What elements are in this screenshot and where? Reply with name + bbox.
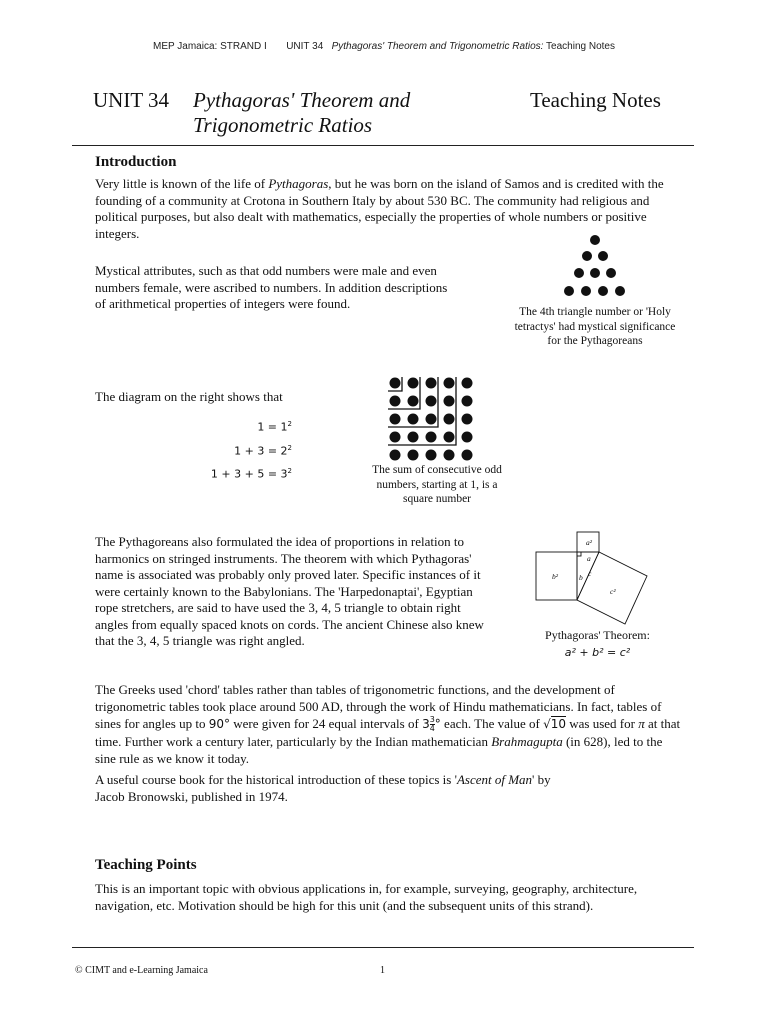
equation-2-exp: 2: [287, 444, 292, 452]
square-grid-dot: [462, 450, 473, 461]
square-grid-dot: [444, 432, 455, 443]
square-grid-dot: [426, 450, 437, 461]
tetractys-dot: [574, 268, 584, 278]
p6-text-b: ' by Jacob Bronowski, published in 1974.: [95, 772, 551, 804]
square-grid-dot: [408, 432, 419, 443]
square-grid-dot: [426, 396, 437, 407]
running-header-unit: UNIT 34: [286, 41, 324, 52]
pythagoras-formula: a² + b² = c²: [564, 646, 631, 659]
tetractys-dot: [590, 235, 600, 245]
square-grid-dot: [462, 396, 473, 407]
title-divider: [72, 145, 694, 146]
footer-divider: [72, 947, 694, 948]
tetractys-dot: [590, 268, 600, 278]
square-grid-dot: [444, 414, 455, 425]
tetractys-dot: [564, 286, 574, 296]
square-number-caption: The sum of consecutive odd numbers, starting at 1, is a square number: [372, 464, 502, 505]
p5-brahmagupta: Brahmagupta: [491, 734, 563, 749]
square-grid-dot: [462, 378, 473, 389]
p5-text-f: (in 628), led to the sine rule as we know it today.: [95, 734, 663, 766]
teaching-notes-label: Teaching Notes: [530, 88, 661, 112]
square-grid-dot: [462, 432, 473, 443]
label-b: b: [579, 573, 583, 582]
square-grid-dot: [390, 378, 401, 389]
tetractys-dot: [598, 286, 608, 296]
tetractys-dot: [582, 251, 592, 261]
p5-angle-90: 90°: [208, 717, 231, 731]
label-a: a: [587, 554, 591, 563]
square-grid-dot: [426, 432, 437, 443]
teaching-points-paragraph: This is an important topic with obvious applications in, for example, surveying, geography, architecture, navigation, etc. Motivation should be high for this unit (and the subsequent units of this strand).: [95, 881, 638, 913]
intro-p1-text-b: , but he was born on the island of Samos and is credited with the founding of a community at Crotona in Southern Italy by about 530 BC. The community had religious and political purposes, but also dealt with mathematics, especially the properties of whole numbers or positive integers.: [95, 176, 664, 241]
tetractys-caption: The 4th triangle number or 'Holy tetractys' had mystical significance for the Pythagoreans: [514, 306, 676, 347]
introduction-heading: Introduction: [95, 154, 177, 170]
pythagoras-diagram: [535, 530, 675, 630]
square-grid-dot: [408, 450, 419, 461]
p5-sqrt-value: 10: [550, 717, 567, 731]
square-grid-dot: [390, 396, 401, 407]
square-grid-dot: [444, 396, 455, 407]
page-title: [193, 88, 410, 138]
p5-sqrt: √10: [543, 717, 567, 731]
intro-p1-pythagoras: Pythagoras: [268, 176, 329, 191]
label-b-squared: b²: [552, 572, 558, 581]
intro-paragraph-6: [95, 772, 575, 805]
intro-paragraph-5: [95, 681, 685, 767]
square-grid-dot: [408, 378, 419, 389]
square-grid-dot: [444, 378, 455, 389]
equation-1-lhs: 1 = 1: [257, 420, 288, 434]
p5-text-e: at that time. Further work a century later, particularly by the Indian mathematician: [95, 716, 681, 749]
p6-ascent-of-man: Ascent of Man: [456, 772, 533, 787]
p5-frac-deg: °: [434, 717, 441, 731]
intro-paragraph-2: Mystical attributes, such as that odd numbers were male and even numbers female, were ascribed to numbers. In addition descriptions of arithmetical properties of integers were found.: [95, 263, 448, 311]
square-grid-dot: [462, 414, 473, 425]
tetractys-dot: [615, 286, 625, 296]
p6-text-a: A useful course book for the historical introduction of these topics is ': [95, 772, 457, 787]
square-grid-dot: [426, 414, 437, 425]
equation-3: [200, 467, 292, 481]
p5-frac-whole: 3: [422, 717, 430, 731]
unit-number: UNIT 34: [93, 88, 170, 112]
square-grid-dot: [390, 432, 401, 443]
p5-text-d: was used for: [566, 716, 639, 731]
footer-copyright: © CIMT and e-Learning Jamaica: [75, 965, 208, 976]
tetractys-dot: [598, 251, 608, 261]
tetractys-figure: [555, 232, 635, 300]
square-grid-dot: [408, 414, 419, 425]
equation-2-lhs: 1 + 3 = 2: [234, 444, 288, 458]
label-a-squared: a²: [586, 538, 592, 547]
square-grid-dot: [426, 378, 437, 389]
p5-fraction: [422, 717, 441, 731]
label-c: c: [588, 569, 592, 578]
running-header-strand: MEP Jamaica: STRAND I: [153, 41, 267, 52]
square-grid-dot: [390, 414, 401, 425]
square-grid-dot: [444, 450, 455, 461]
square-number-figure: [387, 375, 479, 463]
intro-paragraph-4: The Pythagoreans also formulated the idea of proportions in relation to harmonics on stringed instruments. The theorem with which Pythagoras' name is associated was probably only proved later. Specific instances of it were certainly known to the Babylonians. The 'Harpedonaptai', Egyptian rope stretchers, are said to have used the 3, 4, 5 triangle to obtain right angles from equally spaced knots on cords. The ancient Chinese also knew that the 3, 4, 5 triangle was right angled.: [95, 534, 484, 648]
p5-text-c: each. The value of: [440, 716, 544, 731]
square-grid-dot: [390, 450, 401, 461]
equation-2: [200, 444, 292, 458]
p5-text-b: were given for 24 equal intervals of: [230, 716, 423, 731]
square-grid-dot: [408, 396, 419, 407]
label-c-squared: c²: [610, 587, 616, 596]
p5-frac-den: 4: [429, 724, 435, 733]
equation-1-exp: 2: [287, 420, 292, 428]
teaching-points-heading: Teaching Points: [95, 857, 197, 873]
running-header-title: Pythagoras' Theorem and Trigonometric Ratios:: [331, 41, 544, 52]
page-title-line1: Pythagoras' Theorem and: [193, 88, 411, 112]
tetractys-dot: [606, 268, 616, 278]
p5-pi: π: [638, 716, 645, 731]
equation-1: [200, 420, 292, 434]
page-title-line2: Trigonometric Ratios: [193, 113, 373, 137]
pythagoras-caption: Pythagoras' Theorem:: [545, 628, 650, 642]
p5-text-a: The Greeks used 'chord' tables rather than tables of trigonometric functions, and the development of trigonometric tables took place around 500 AD, through the work of Hindu mathematicians. In fact, tables of sines for angles up to: [95, 682, 662, 731]
tetractys-dot: [581, 286, 591, 296]
equation-3-lhs: 1 + 3 + 5 = 3: [210, 467, 288, 481]
running-header: [0, 41, 768, 52]
p5-frac-num: 3: [429, 715, 435, 724]
right-angle-marker: [577, 552, 581, 556]
intro-paragraph-3: The diagram on the right shows that: [95, 389, 283, 404]
page-number: 1: [380, 965, 385, 976]
running-header-right: Teaching Notes: [546, 41, 615, 52]
equation-3-exp: 2: [287, 467, 292, 475]
intro-p1-text-a: Very little is known of the life of: [95, 176, 269, 191]
